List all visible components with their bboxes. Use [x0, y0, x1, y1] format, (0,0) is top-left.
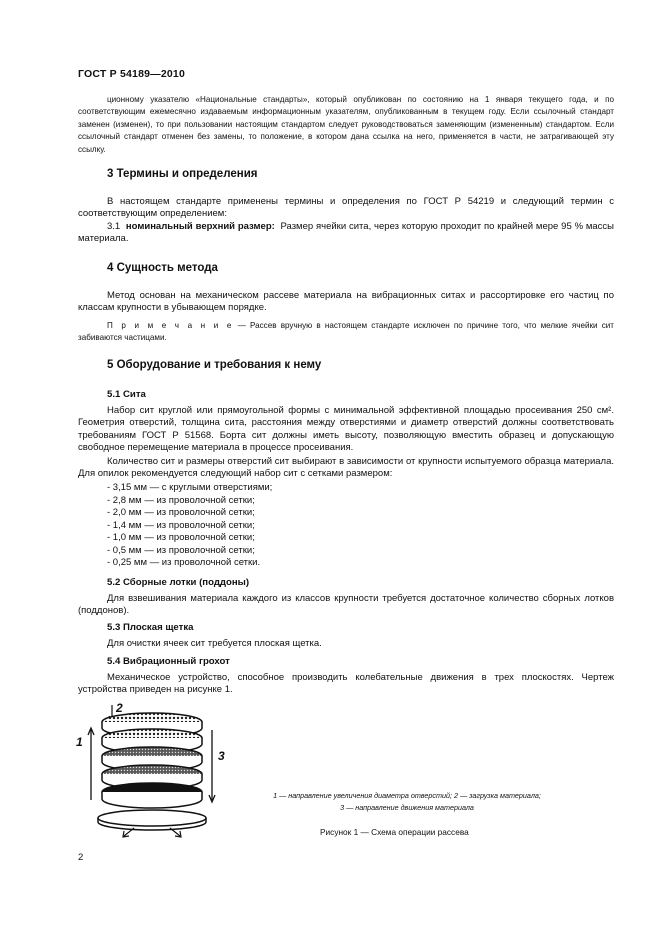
subsection-5-3-heading: 5.3 Плоская щетка	[107, 622, 194, 633]
intro-paragraph: ционному указателю «Национальные стандарты», который опубликован по состоянию на 1 января текущего года, и по соответствующим ежемесячно издаваемым информационным указателям, опубликованным в текущем году. Если ссылочный стандарт заменен (изменен), то при пользовании настоящим стандартом следует руководствоваться заменяющим (измененным) стандартом. Если ссылочный стандарт отменен без замены, то положение, в котором дана ссылка на него, применяется в части, не затрагивающей эту ссылку.	[78, 95, 614, 154]
section-4-heading: 4 Сущность метода	[107, 262, 218, 274]
legend-line-2: 3 — направление движения материала	[340, 803, 474, 812]
note-label: П р и м е ч а н и е	[107, 321, 234, 330]
page-number: 2	[78, 852, 84, 863]
figure-caption: Рисунок 1 — Схема операции рассева	[320, 827, 469, 837]
figure-label-2: 2	[116, 701, 123, 715]
section-4-note	[78, 320, 614, 345]
legend-line-1: 1 — направление увеличения диаметра отверстий; 2 — загрузка материала;	[273, 791, 541, 800]
section-3-heading: 3 Термины и определения	[107, 168, 258, 180]
document-header: ГОСТ Р 54189—2010	[78, 68, 186, 80]
list-item: - 0,25 мм — из проволочной сетки.	[107, 557, 261, 568]
term-name: номинальный верхний размер:	[125, 221, 275, 232]
subsection-5-3-paragraph: Для очистки ячеек сит требуется плоская щетка.	[107, 638, 322, 649]
subsection-5-4-paragraph: Механическое устройство, способное производить колебательные движения в трех плоскостях. Чертеж устройства приведен на рисунке 1.	[78, 672, 614, 696]
list-item: - 0,5 мм — из проволочной сетки;	[107, 544, 255, 556]
note-text: — Рассев вручную в настоящем стандарте исключен по причине того, что мелкие ячейки сит забиваются частицами.	[78, 321, 614, 343]
figure-label-1: 1	[76, 735, 83, 749]
vibration-base	[98, 810, 206, 826]
subsection-5-1-paragraph-2: Количество сит и размеры отверстий сит выбирают в зависимости от крупности испытуемого образца материала. Для опилок рекомендуется следующий набор сит с сетками размером:	[78, 456, 614, 480]
sieve-stack-diagram	[72, 700, 252, 840]
list-item: - 2,8 мм — из проволочной сетки;	[107, 494, 255, 506]
term-number: 3.1	[107, 221, 121, 232]
section-5-heading: 5 Оборудование и требования к нему	[107, 359, 322, 371]
figure-legend	[236, 790, 578, 814]
section-4-paragraph: Метод основан на механическом рассеве материала на вибрационных ситах и рассортировке его частиц по классам крупности в убывающем порядке.	[78, 290, 614, 314]
section-3-paragraph: В настоящем стандарте применены термины и определения по ГОСТ Р 54219 и следующий термин с соответствующим определением:	[78, 196, 614, 220]
subsection-5-4-heading: 5.4 Вибрационный грохот	[107, 656, 230, 667]
subsection-5-2-paragraph: Для взвешивания материала каждого из классов крупности требуется достаточное количество сборных лотков (поддонов).	[78, 593, 614, 617]
sieve-list	[107, 482, 272, 570]
list-item: - 1,4 мм — из проволочной сетки;	[107, 519, 255, 531]
subsection-5-2-heading: 5.2 Сборные лотки (поддоны)	[107, 577, 250, 588]
list-item: - 2,0 мм — из проволочной сетки;	[107, 507, 255, 518]
list-item: - 1,0 мм — из проволочной сетки;	[107, 532, 255, 543]
subsection-5-1-paragraph-1: Набор сит круглой или прямоугольной формы с минимальной эффективной площадью просеивания 250 см². Геометрия отверстий, толщина сита, расстояния между отверстиями и диаметр отверстий должны соответствовать требованиям ГОСТ Р 51568. Борта сит должны иметь высоту, позволяющую вместить образец и допускающую свободное перемещение материала в процессе просеивания.	[78, 405, 614, 454]
list-item: - 3,15 мм — с круглыми отверстиями;	[107, 482, 273, 493]
term-definition	[78, 221, 614, 246]
figure-label-3: 3	[218, 749, 225, 763]
term-text: Размер ячейки сита, через которую проходит по крайней мере 95 % массы материала.	[78, 221, 614, 245]
subsection-5-1-heading: 5.1 Сита	[107, 389, 146, 400]
